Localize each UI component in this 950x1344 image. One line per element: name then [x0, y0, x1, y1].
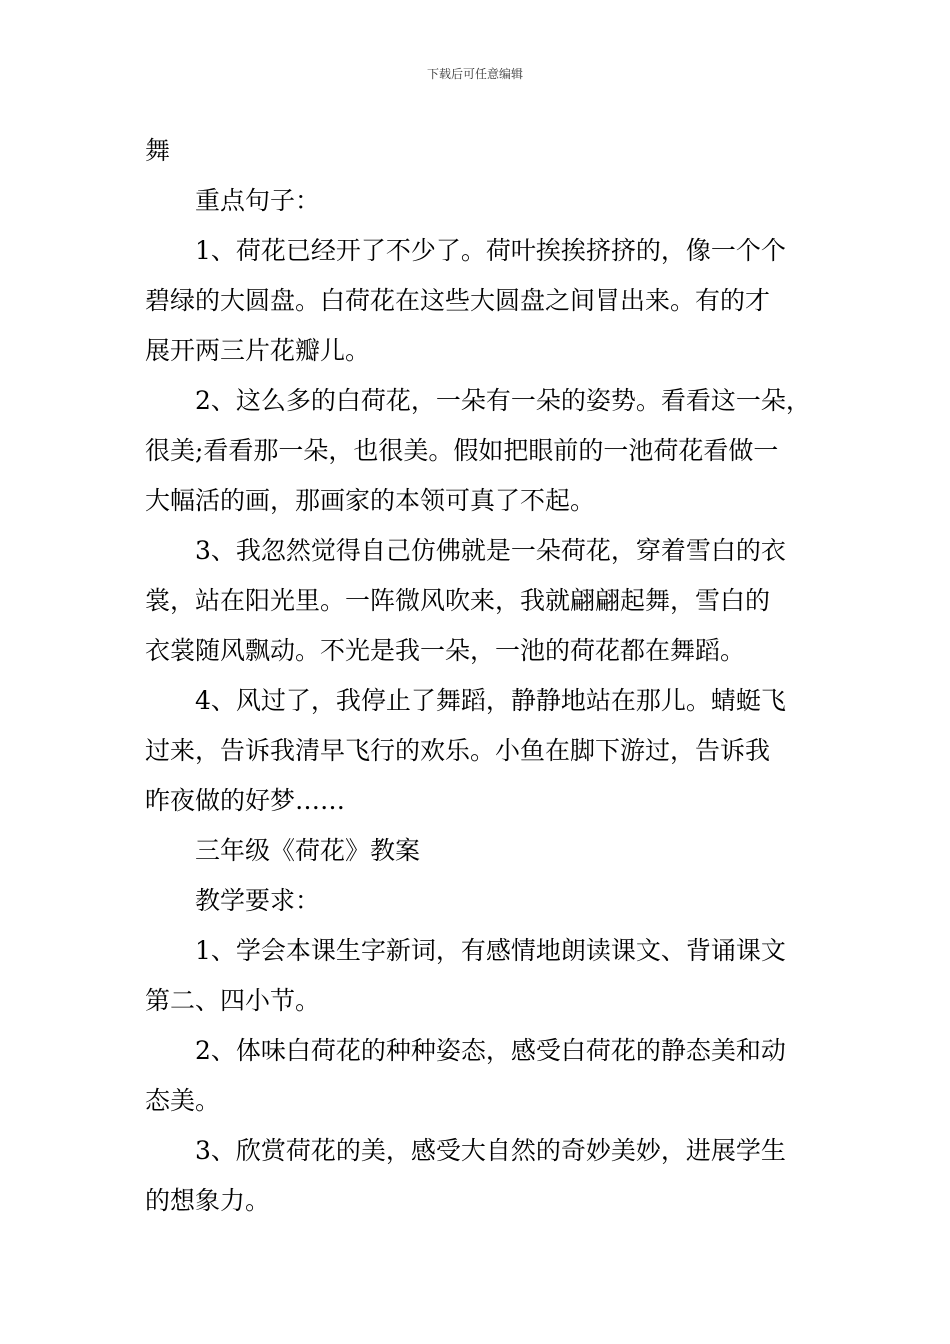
- text-line: 裳，站在阳光里。一阵微风吹来，我就翩翩起舞，雪白的: [145, 586, 771, 615]
- text-line: 大幅活的画，那画家的本领可真了不起。: [145, 486, 596, 515]
- document-body: [145, 126, 810, 1226]
- text-line: 2、这么多的白荷花，一朵有一朵的姿势。看看这一朵，: [195, 386, 811, 415]
- text-line: 过来，告诉我清早飞行的欢乐。小鱼在脚下游过，告诉我: [145, 736, 771, 765]
- text-line: 2、体味白荷花的种种姿态，感受白荷花的静态美和动: [195, 1036, 786, 1065]
- text-line: 舞: [145, 136, 171, 165]
- text-line: 昨夜做的好梦……: [145, 786, 346, 815]
- text-line: 3、欣赏荷花的美，感受大自然的奇妙美妙，进展学生: [195, 1136, 786, 1165]
- text-line: 的想象力。: [145, 1186, 271, 1215]
- text-line: 三年级《荷花》教案: [195, 836, 421, 865]
- text-line: 很美;看看那一朵，也很美。假如把眼前的一池荷花看做一: [145, 436, 779, 465]
- text-line: 1、荷花已经开了不少了。荷叶挨挨挤挤的，像一个个: [195, 236, 786, 265]
- text-line: 重点句子：: [195, 186, 321, 215]
- text-line: 碧绿的大圆盘。白荷花在这些大圆盘之间冒出来。有的才: [145, 286, 771, 315]
- text-line: 展开两三片花瓣儿。: [145, 336, 371, 365]
- text-line: 衣裳随风飘动。不光是我一朵，一池的荷花都在舞蹈。: [145, 636, 746, 665]
- page-header: 下载后可任意编辑: [426, 67, 523, 81]
- text-line: 3、我忽然觉得自己仿佛就是一朵荷花，穿着雪白的衣: [195, 536, 786, 565]
- text-line: 1、学会本课生字新词，有感情地朗读课文、背诵课文: [195, 936, 786, 965]
- text-line: 态美。: [145, 1086, 221, 1115]
- text-line: 第二、四小节。: [145, 986, 321, 1015]
- text-line: 4、风过了，我停止了舞蹈，静静地站在那儿。蜻蜓飞: [195, 686, 786, 715]
- text-line: 教学要求：: [195, 886, 321, 915]
